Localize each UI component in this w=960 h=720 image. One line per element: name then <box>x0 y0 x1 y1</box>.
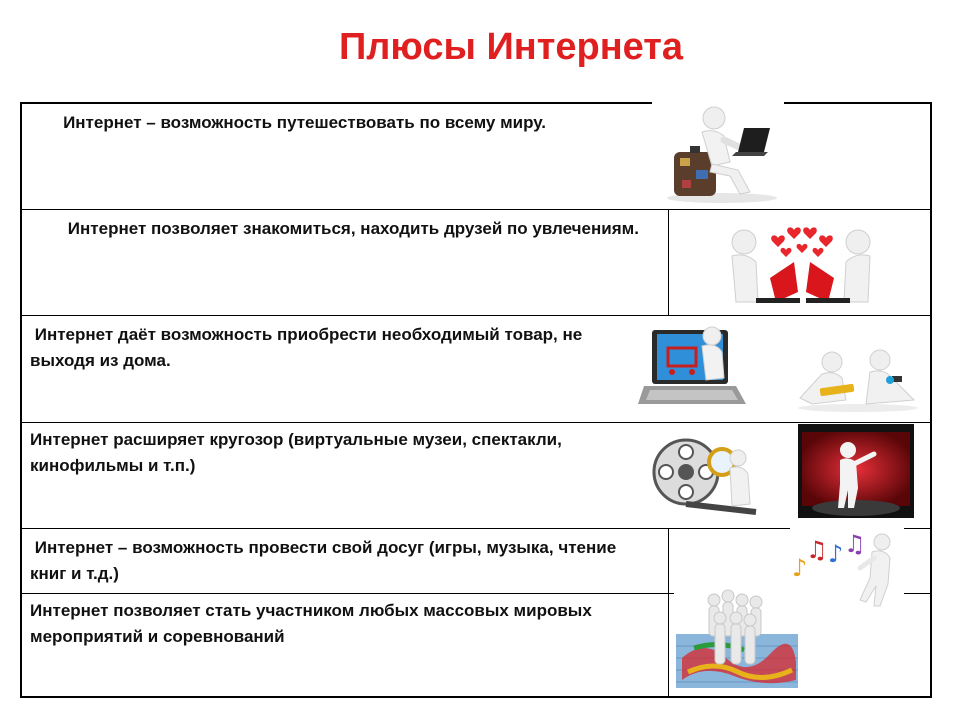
crowd-graffiti-icon <box>674 588 800 692</box>
lovers-laptops-icon <box>722 222 882 308</box>
svg-text:♪: ♪ <box>792 554 808 582</box>
row-text: Интернет – возможность провести свой досуг (игры, музыка, чтение книг и т.д.) <box>30 538 621 583</box>
figures-with-phones-icon <box>794 348 922 414</box>
row-text: Интернет позволяет стать участником любых массовых мировых мероприятий и соревнований <box>30 601 597 646</box>
svg-text:♫: ♫ <box>844 530 866 558</box>
shopping-laptop-icon <box>636 316 754 412</box>
row-text: Интернет расширяет кругозор (виртуальные музеи, спектакли, кинофильмы и т.п.) <box>30 430 567 475</box>
row-text: Интернет – возможность путешествовать по всему миру. <box>30 113 546 132</box>
film-reel-magnifier-icon <box>646 428 764 518</box>
row-text: Интернет позволяет знакомиться, находить друзей по увлечениям. <box>30 219 639 238</box>
svg-text:♫: ♫ <box>806 536 828 564</box>
traveler-figure-icon <box>652 100 784 204</box>
stage-performer-icon <box>798 424 914 518</box>
table-row <box>22 423 930 529</box>
table-row <box>22 104 930 210</box>
music-notes-figure-icon <box>790 528 904 608</box>
page-title: Плюсы Интернета <box>338 26 684 68</box>
row-text: Интернет даёт возможность приобрести необходимый товар, не выходя из дома. <box>30 325 587 370</box>
svg-text:♪: ♪ <box>828 540 844 568</box>
